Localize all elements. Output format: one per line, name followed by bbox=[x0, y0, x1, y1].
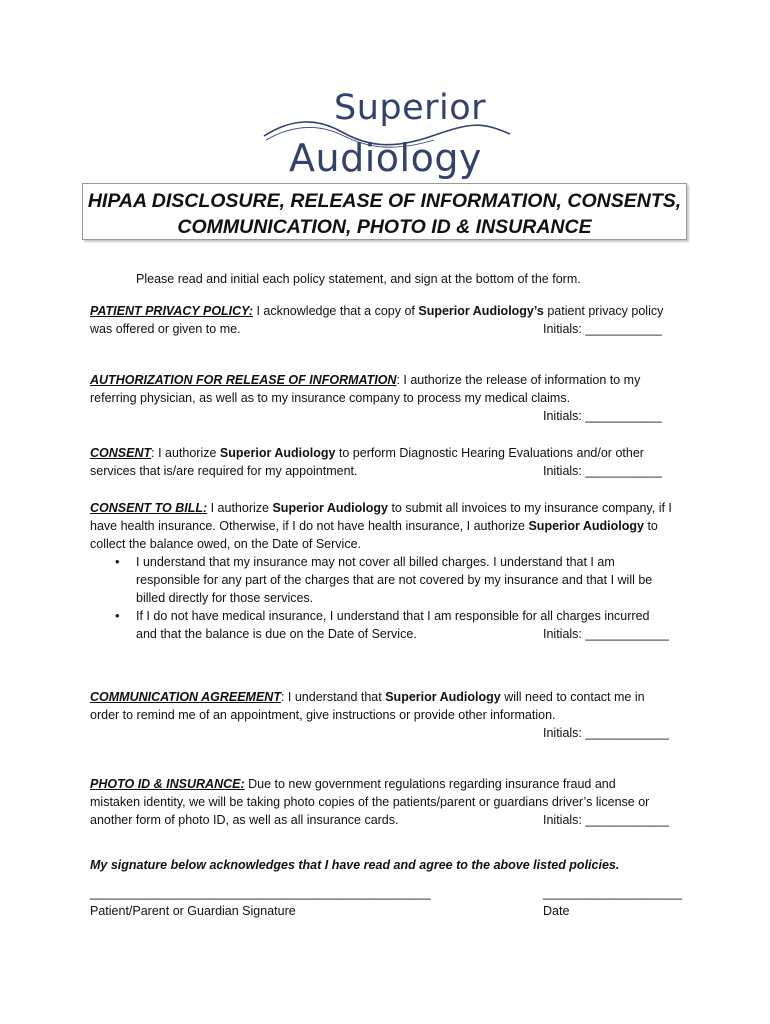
consent-text-2: to perform Diagnostic Hearing Evaluations and/or other bbox=[335, 446, 644, 460]
bill-text: I authorize bbox=[207, 501, 273, 515]
bill-bullet-1-line-1: I understand that my insurance may not cover all billed charges. I understand that I am bbox=[136, 555, 615, 569]
privacy-text: I acknowledge that a copy of bbox=[252, 304, 419, 318]
bill-bullet-2 bbox=[90, 607, 680, 625]
consent-initials-field[interactable]: Initials: ___________ bbox=[543, 464, 662, 478]
photo-initials-field[interactable]: Initials: ____________ bbox=[543, 813, 669, 827]
date-label: Date bbox=[543, 904, 570, 918]
signature-field[interactable]: _________________________________________________ bbox=[90, 886, 431, 900]
superior-audiology-logo bbox=[262, 86, 512, 186]
bill-bullet-1-line-2: responsible for any part of the charges that are not covered by my insurance and that I will be bbox=[136, 573, 653, 587]
date-field[interactable]: ____________________ bbox=[543, 886, 683, 900]
section-authorization bbox=[90, 371, 680, 425]
communication-initials-field[interactable]: Initials: ____________ bbox=[543, 726, 669, 740]
photo-text-line-2: mistaken identity, we will be taking photo copies of the patients/parent or guardians driver’s license or bbox=[90, 795, 650, 809]
bullet-icon: • bbox=[115, 608, 120, 623]
communication-company-name: Superior Audiology bbox=[385, 690, 501, 704]
authorization-text: : I authorize the release of information to my bbox=[396, 373, 641, 387]
photo-heading: PHOTO ID & INSURANCE: bbox=[90, 777, 245, 791]
consent-company-name: Superior Audiology bbox=[219, 446, 336, 460]
section-communication-agreement bbox=[90, 688, 680, 742]
privacy-text-2: patient privacy policy bbox=[543, 304, 664, 318]
authorization-text-line-2: referring physician, as well as to my insurance company to process my medical claims. bbox=[90, 391, 571, 405]
bill-bullet-1 bbox=[90, 553, 680, 571]
bullet-icon: • bbox=[115, 554, 120, 569]
logo-word-superior: Superior bbox=[334, 88, 487, 128]
bill-text-line-2b: to bbox=[643, 519, 658, 533]
section-privacy-policy bbox=[90, 302, 680, 338]
section-consent-to-bill bbox=[90, 499, 680, 643]
bill-bullet-2-line-2: and that the balance is due on the Date of Service. bbox=[136, 627, 417, 641]
privacy-text-line-2: was offered or given to me. bbox=[90, 322, 241, 336]
signature-label: Patient/Parent or Guardian Signature bbox=[90, 904, 296, 918]
consent-text-line-2: services that is/are required for my appointment. bbox=[90, 464, 358, 478]
communication-text: : I understand that bbox=[280, 690, 386, 704]
bill-bullet-2-line-1: If I do not have medical insurance, I understand that I am responsible for all charges incurred bbox=[136, 609, 650, 623]
privacy-initials-field[interactable]: Initials: ___________ bbox=[543, 322, 662, 336]
privacy-heading: PATIENT PRIVACY POLICY: bbox=[90, 304, 253, 318]
consent-text: : I authorize bbox=[151, 446, 220, 460]
form-title-line-2: COMMUNICATION, PHOTO ID & INSURANCE bbox=[177, 216, 592, 238]
communication-text-line-2: order to remind me of an appointment, give instructions or provide other information. bbox=[90, 708, 556, 722]
authorization-initials-field[interactable]: Initials: ___________ bbox=[543, 409, 662, 423]
bill-initials-field[interactable]: Initials: ____________ bbox=[543, 627, 669, 641]
communication-heading: COMMUNICATION AGREEMENT bbox=[90, 690, 281, 704]
bill-text-2: to submit all invoices to my insurance company, if I bbox=[387, 501, 672, 515]
communication-text-2: will need to contact me in bbox=[500, 690, 645, 704]
bill-text-line-2: have health insurance. Otherwise, if I do not have health insurance, I authorize bbox=[90, 519, 529, 533]
photo-text: Due to new government regulations regarding insurance fraud and bbox=[244, 777, 616, 791]
authorization-heading: AUTHORIZATION FOR RELEASE OF INFORMATION bbox=[90, 373, 397, 387]
bill-company-name-2: Superior Audiology bbox=[528, 519, 644, 533]
bill-text-line-3: collect the balance owed, on the Date of Service. bbox=[90, 537, 361, 551]
photo-text-line-3: another form of photo ID, as well as all insurance cards. bbox=[90, 813, 399, 827]
privacy-company-name: Superior Audiology’s bbox=[418, 304, 544, 318]
signature-statement: My signature below acknowledges that I have read and agree to the above listed policies. bbox=[90, 858, 620, 872]
logo-word-audiology: Audiology bbox=[289, 136, 482, 180]
consent-heading: CONSENT bbox=[90, 446, 152, 460]
bill-bullet-1-line-3: billed directly for those services. bbox=[136, 591, 314, 605]
form-title-box bbox=[82, 183, 687, 240]
section-photo-id-insurance bbox=[90, 775, 680, 829]
form-title-line-1: HIPAA DISCLOSURE, RELEASE OF INFORMATION, CONSENTS, bbox=[87, 190, 682, 212]
bill-heading: CONSENT TO BILL: bbox=[90, 501, 208, 515]
form-instructions: Please read and initial each policy statement, and sign at the bottom of the form. bbox=[136, 272, 581, 286]
bill-company-name: Superior Audiology bbox=[272, 501, 388, 515]
section-consent bbox=[90, 444, 680, 480]
